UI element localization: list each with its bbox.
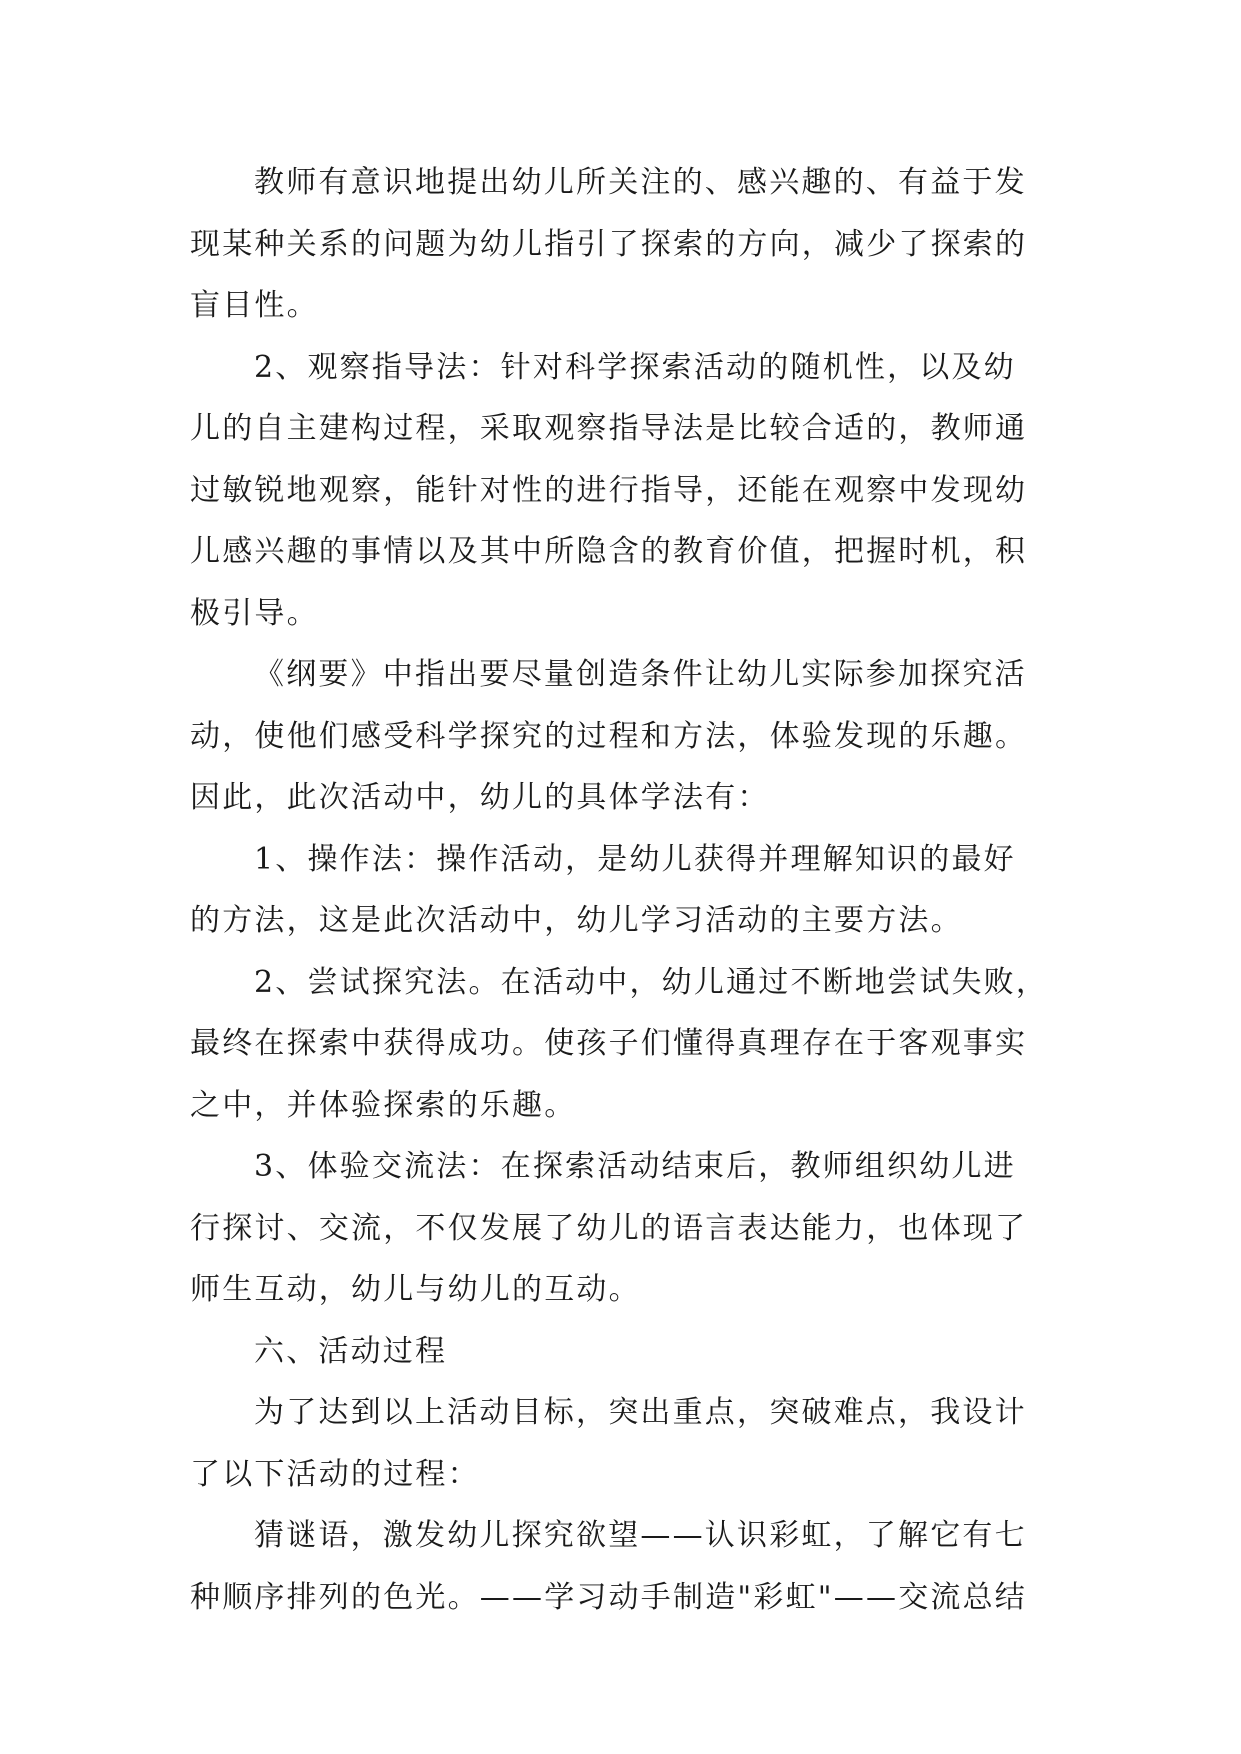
paragraph-line: 儿感兴趣的事情以及其中所隐含的教育价值，把握时机，积 xyxy=(190,534,1028,569)
paragraph-line: 现某种关系的问题为幼儿指引了探索的方向，减少了探索的 xyxy=(190,226,1028,262)
paragraph-line: 种顺序排列的色光。——学习动手制造"彩虹"——交流总结 xyxy=(190,1579,1027,1615)
paragraph-line: 极引导。 xyxy=(190,595,319,631)
paragraph-line: 动，使他们感受科学探究的过程和方法，体验发现的乐趣。 xyxy=(190,718,1028,754)
paragraph-line: 师生互动，幼儿与幼儿的互动。 xyxy=(190,1272,641,1307)
paragraph-line: 教师有意识地提出幼儿所关注的、感兴趣的、有益于发 xyxy=(254,165,1027,200)
document-body xyxy=(190,152,1050,1628)
paragraph-line: 的方法，这是此次活动中，幼儿学习活动的主要方法。 xyxy=(190,903,963,938)
paragraph-line: 2、尝试探究法。在活动中，幼儿通过不断地尝试失败， xyxy=(254,964,1049,1000)
paragraph-line: 因此，此次活动中，幼儿的具体学法有： xyxy=(190,780,770,815)
paragraph-line: 过敏锐地观察，能针对性的进行指导，还能在观察中发现幼 xyxy=(190,472,1028,508)
paragraph-line: 盲目性。 xyxy=(190,288,319,323)
paragraph-line: 了以下活动的过程： xyxy=(190,1456,480,1492)
paragraph-line: 儿的自主建构过程，采取观察指导法是比较合适的，教师通 xyxy=(190,411,1028,446)
paragraph-line: 3、体验交流法：在探索活动结束后，教师组织幼儿进 xyxy=(254,1149,1016,1184)
paragraph-line: 猜谜语，激发幼儿探究欲望——认识彩虹，了解它有七 xyxy=(254,1518,1027,1553)
paragraph-line: 最终在探索中获得成功。使孩子们懂得真理存在于客观事实 xyxy=(190,1026,1028,1061)
paragraph-line: 为了达到以上活动目标，突出重点，突破难点，我设计 xyxy=(254,1395,1027,1430)
paragraph-line: 之中，并体验探索的乐趣。 xyxy=(190,1087,577,1123)
paragraph-line: 2、观察指导法：针对科学探索活动的随机性，以及幼 xyxy=(254,349,1016,385)
paragraph-line: 《纲要》中指出要尽量创造条件让幼儿实际参加探究活 xyxy=(254,657,1027,692)
paragraph-line: 1、操作法：操作活动，是幼儿获得并理解知识的最好 xyxy=(254,841,1016,877)
section-heading: 六、活动过程 xyxy=(254,1333,448,1369)
paragraph-line: 行探讨、交流，不仅发展了幼儿的语言表达能力，也体现了 xyxy=(190,1210,1028,1246)
